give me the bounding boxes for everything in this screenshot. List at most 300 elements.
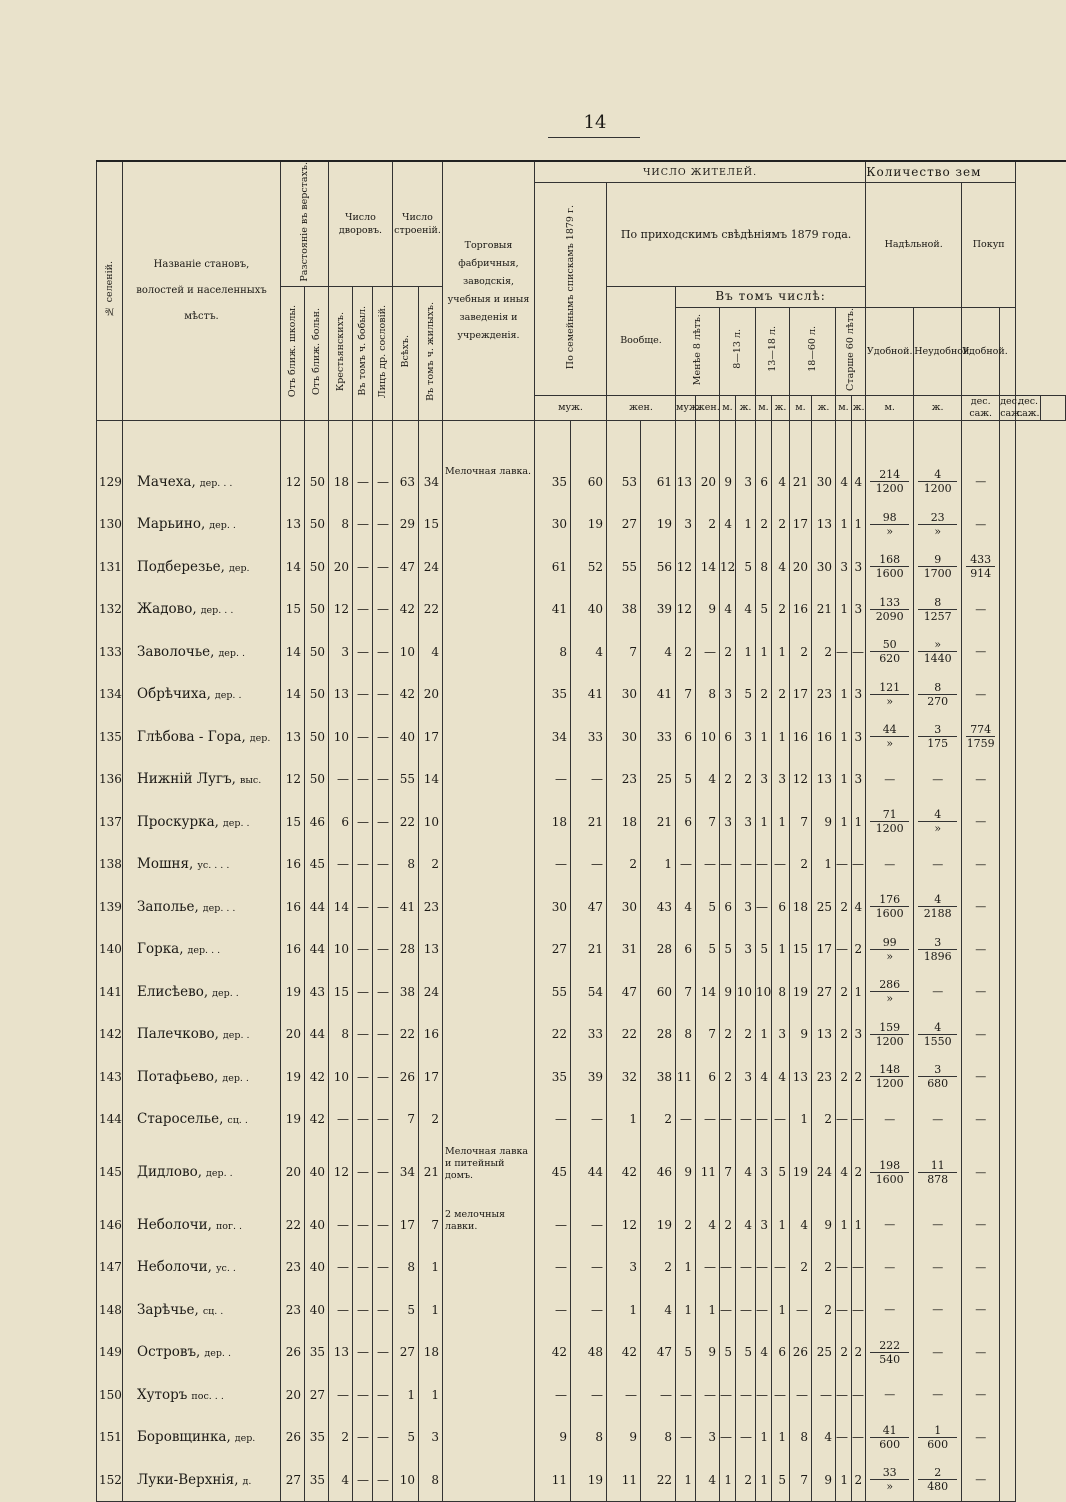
cell-a1m: 9 [676,1141,696,1204]
land-l2 [914,1246,962,1289]
settlement-name-text: Обрѣчиха, [137,686,211,703]
cell-a1m: 13 [676,461,696,504]
cell-extra [1000,503,1016,546]
cell-a2m: 5 [720,928,736,971]
header-name: Названіе становъ, волостей и населенныхъ мѣстъ. [123,161,281,420]
cell-a4f: 30 [812,461,836,504]
trade-establishments [443,1246,535,1289]
land-l2 [914,1416,962,1459]
land-sazhens: » [918,524,957,538]
table-row [97,928,1066,971]
settlement-name [123,546,281,589]
cell-extra [1000,1141,1016,1204]
cell-yo: — [373,503,393,546]
cell-a4m: — [790,1374,812,1417]
settlement-kind: дер. . [209,520,236,532]
trade-establishments [443,1013,535,1056]
cell-a4m: 2 [790,843,812,886]
cell-a4m: 4 [790,1204,812,1247]
cell-yo: — [373,546,393,589]
cell-ff: 40 [571,588,607,631]
cell-a1f: 8 [696,673,720,716]
land-l3 [962,758,1000,801]
cell-extra [1000,1098,1016,1141]
cell-pf: 28 [641,1013,676,1056]
cell-pm: 9 [607,1416,641,1459]
settlement-name [123,1056,281,1099]
cell-a2m: 1 [720,1459,736,1502]
settlement-name [123,1374,281,1417]
cell-a4f: 9 [812,1459,836,1502]
cell-br: 18 [419,1331,443,1374]
cell-ff: 33 [571,716,607,759]
cell-a4f: 4 [812,1416,836,1459]
cell-a2m: — [720,843,736,886]
header-age-8-13: 8—13 л. [720,307,756,395]
cell-a1m: 4 [676,886,696,929]
land-l1 [866,971,914,1014]
header-unit-m: м. [756,395,772,420]
header-unit-des-saz: дес. саж. [1000,395,1023,419]
cell-pf: 2 [641,1246,676,1289]
settlement-name-text: Проскурка, [137,813,219,830]
cell-a4m: 16 [790,716,812,759]
land-value: — [975,517,987,531]
cell-ff: 48 [571,1331,607,1374]
cell-a4f: 24 [812,1141,836,1204]
land-desyatinas: 2 [934,1466,942,1480]
cell-a1m: 1 [676,1289,696,1332]
cell-a2f: 2 [736,1459,756,1502]
cell-a2m: — [720,1374,736,1417]
land-l1 [866,1246,914,1289]
table-row [97,801,1066,844]
cell-a4f: 23 [812,673,836,716]
settlement-kind: дер. . [204,1348,231,1360]
cell-yp: 12 [329,1141,353,1204]
cell-a4m: 20 [790,546,812,589]
cell-dh: 40 [305,1141,329,1204]
land-l3 [962,1374,1000,1417]
header-yards-other: Лицъ др. сословій. [373,286,393,420]
cell-a4m: 26 [790,1331,812,1374]
land-desyatinas: 71 [882,808,897,822]
land-l2 [914,1098,962,1141]
land-sazhens: 1600 [870,566,909,580]
cell-br: 15 [419,503,443,546]
cell-br: 17 [419,1056,443,1099]
land-value: — [884,1112,896,1126]
settlement-name-text: Дидлово, [137,1164,203,1181]
settlement-number: 142 [97,1013,123,1056]
cell-yb: — [353,1056,373,1099]
cell-ds: 16 [281,928,305,971]
cell-pf: 1 [641,843,676,886]
cell-a2f: 3 [736,886,756,929]
land-value: — [975,1303,987,1317]
cell-a5m: 2 [836,1013,852,1056]
cell-a2f: 5 [736,673,756,716]
cell-a1f: 5 [696,886,720,929]
cell-a5f: 1 [852,503,866,546]
cell-a4f: 2 [812,631,836,674]
cell-pm: — [607,1374,641,1417]
cell-a2m: 2 [720,758,736,801]
land-value: — [932,1260,944,1274]
settlement-name-text: Мошня, [137,856,194,873]
settlement-number: 150 [97,1374,123,1417]
land-l1 [866,1056,914,1099]
land-value: — [884,772,896,786]
cell-a3f: 4 [772,546,790,589]
cell-pf: 38 [641,1056,676,1099]
table-row [97,1141,1066,1204]
cell-yp: — [329,1204,353,1247]
cell-yp: 8 [329,503,353,546]
cell-ds: 20 [281,1013,305,1056]
cell-yo: — [373,1013,393,1056]
cell-ff: 52 [571,546,607,589]
cell-a5f: 3 [852,673,866,716]
cell-a1m: 1 [676,1246,696,1289]
page-number-rule [548,137,640,138]
page-number: 14 [583,112,607,133]
trade-establishments: Мелочная лавка и питейный домъ. [443,1141,535,1204]
settlement-kind: выс. [239,775,262,787]
cell-a1m: 5 [676,758,696,801]
table-row [97,843,1066,886]
cell-yb: — [353,1416,373,1459]
cell-ds: 20 [281,1141,305,1204]
cell-ds: 15 [281,588,305,631]
cell-dh: 50 [305,716,329,759]
cell-yb: — [353,1331,373,1374]
settlement-kind: дер. . . [202,902,236,914]
cell-a1f: 9 [696,1331,720,1374]
settlement-name [123,1416,281,1459]
cell-a2f: 3 [736,928,756,971]
land-value: — [975,942,987,956]
cell-yb: — [353,546,373,589]
cell-a5f: — [852,1098,866,1141]
cell-a4f: 13 [812,503,836,546]
land-desyatinas: 4 [934,808,942,822]
cell-pm: 53 [607,461,641,504]
cell-a2f: 5 [736,1331,756,1374]
cell-dh: 46 [305,801,329,844]
cell-ff: 4 [571,631,607,674]
land-l1 [866,1141,914,1204]
land-sazhens: 1440 [918,651,957,665]
cell-a4f: 1 [812,843,836,886]
cell-a3f: 8 [772,971,790,1014]
cell-a5f: 4 [852,461,866,504]
cell-yo: — [373,1416,393,1459]
cell-a1f: 10 [696,716,720,759]
land-l2 [914,673,962,716]
land-desyatinas: 3 [934,1063,942,1077]
cell-a4m: 8 [790,1416,812,1459]
cell-ds: 16 [281,843,305,886]
header-unit-m: м. [866,395,914,420]
land-sazhens: 600 [870,1437,909,1451]
settlement-kind: ус. . . . [197,860,230,872]
land-l1 [866,673,914,716]
land-l2 [914,1331,962,1374]
cell-fm: — [535,1289,571,1332]
cell-fm: — [535,758,571,801]
trade-establishments [443,1374,535,1417]
header-unit-m: м. [720,395,736,420]
header-age-18-60: 18—60 л. [790,307,836,395]
land-sazhens: » [870,694,909,708]
cell-a3f: 2 [772,588,790,631]
cell-dh: 40 [305,1204,329,1247]
table-row [97,1056,1066,1099]
cell-pf: 25 [641,758,676,801]
land-desyatinas: » [934,638,942,652]
land-desyatinas: 433 [970,553,992,567]
cell-a4m: 19 [790,971,812,1014]
header-trade: Торговыя фабричныя, заводскія, учебныя и иныя заведенія и учрежденія. [443,161,535,420]
land-value: — [975,1218,987,1232]
settlement-name-text: Боровщинка, [137,1429,231,1446]
land-l1 [866,546,914,589]
cell-a3m: 3 [756,1141,772,1204]
cell-br: 24 [419,546,443,589]
land-desyatinas: 121 [879,680,901,694]
cell-extra [1000,758,1016,801]
settlement-name [123,1246,281,1289]
land-value: — [975,815,987,829]
land-desyatinas: 9 [934,553,942,567]
header-buildings: Число строеній. [393,161,443,286]
cell-a2m: 2 [720,1013,736,1056]
settlement-name-text: Мачеха, [137,473,196,490]
cell-a3f: 1 [772,1416,790,1459]
trade-establishments [443,1459,535,1502]
land-value: — [932,1388,944,1402]
header-in-general: Вообще. [607,286,676,395]
settlement-name-text: Нижній Лугъ, [137,771,236,788]
cell-yb: — [353,1013,373,1056]
cell-a2f: 3 [736,801,756,844]
cell-a2m: 6 [720,886,736,929]
cell-yb: — [353,886,373,929]
cell-a4f: 9 [812,1204,836,1247]
land-value: — [975,1070,987,1084]
settlement-name [123,503,281,546]
cell-pm: 1 [607,1098,641,1141]
cell-ba: 42 [393,588,419,631]
cell-yo: — [373,758,393,801]
settlement-kind: дер. . . [200,605,234,617]
cell-yp: — [329,1246,353,1289]
settlement-name-text: Неболочи, [137,1259,212,1276]
cell-a3m: — [756,1289,772,1332]
cell-a3f: 4 [772,1056,790,1099]
settlement-name [123,801,281,844]
cell-a5m: 1 [836,716,852,759]
settlement-kind: дер. [234,1433,256,1445]
table-row [97,1246,1066,1289]
settlement-name [123,588,281,631]
cell-yo: — [373,886,393,929]
header-unit-des-saz: дес. саж. [1016,395,1040,419]
land-value: — [975,1388,987,1402]
cell-ds: 13 [281,503,305,546]
cell-a2m: 4 [720,588,736,631]
land-sazhens: 1200 [870,1034,909,1048]
cell-yp: 10 [329,716,353,759]
cell-a5f: 3 [852,758,866,801]
cell-a4f: 21 [812,588,836,631]
land-l2 [914,1289,962,1332]
cell-a1f: — [696,1246,720,1289]
land-l1 [866,588,914,631]
cell-br: 1 [419,1289,443,1332]
land-l1 [866,1459,914,1502]
header-settlement-number: № селеній. [97,161,123,420]
cell-pf: — [641,1374,676,1417]
header-unit-m: муж. [676,395,696,420]
land-value: — [932,1303,944,1317]
land-sazhens: 1896 [918,949,957,963]
settlement-number: 136 [97,758,123,801]
cell-ff: 60 [571,461,607,504]
land-value: — [975,687,987,701]
cell-dh: 35 [305,1459,329,1502]
settlement-name [123,631,281,674]
land-l3 [962,461,1000,504]
land-sazhens: » [918,821,957,835]
land-l3 [962,1331,1000,1374]
land-value: — [975,1430,987,1444]
land-l3 [962,546,1000,589]
cell-br: 34 [419,461,443,504]
cell-a2f: — [736,1098,756,1141]
cell-yo: — [373,1246,393,1289]
land-l3 [962,1416,1000,1459]
cell-yo: — [373,461,393,504]
cell-yo: — [373,928,393,971]
cell-a1m: — [676,1416,696,1459]
cell-a2m: 2 [720,1056,736,1099]
cell-a3m: 3 [756,1204,772,1247]
land-desyatinas: 3 [934,723,942,737]
cell-a3f: 1 [772,928,790,971]
settlement-number: 139 [97,886,123,929]
settlement-kind: дер. . [222,1072,249,1084]
cell-a3f: 5 [772,1459,790,1502]
cell-ba: 8 [393,843,419,886]
cell-a3f: 6 [772,1331,790,1374]
cell-yp: — [329,1374,353,1417]
cell-a5m: 1 [836,673,852,716]
cell-yp: 8 [329,1013,353,1056]
land-value: — [884,1260,896,1274]
land-l1 [866,1331,914,1374]
land-sazhens: 1600 [870,906,909,920]
cell-ds: 23 [281,1289,305,1332]
settlement-name-text: Елисѣево, [137,983,209,1000]
header-distance: Разстояніе въ верстахъ. [281,161,329,286]
land-desyatinas: 50 [882,638,897,652]
land-sazhens: 878 [918,1172,957,1186]
cell-a2f: 4 [736,1204,756,1247]
cell-pm: 7 [607,631,641,674]
land-sazhens: 540 [870,1352,909,1366]
cell-a1m: 12 [676,588,696,631]
land-desyatinas: 23 [930,510,945,524]
table-row [97,1459,1066,1502]
cell-br: 7 [419,1204,443,1247]
land-sazhens: » [870,524,909,538]
cell-br: 10 [419,801,443,844]
cell-ds: 27 [281,1459,305,1502]
header-yards-peasant: Крестьянскихъ. [329,286,353,420]
land-sazhens: 1759 [966,737,995,751]
table-row [97,758,1066,801]
settlement-name [123,461,281,504]
land-l1 [866,1204,914,1247]
cell-yp: 4 [329,1459,353,1502]
cell-yp: — [329,1289,353,1332]
land-desyatinas: 222 [879,1338,901,1352]
land-l3 [962,928,1000,971]
cell-a3f: 1 [772,1289,790,1332]
cell-pf: 19 [641,503,676,546]
land-value: — [932,772,944,786]
cell-fm: 42 [535,1331,571,1374]
cell-a1f: 7 [696,801,720,844]
cell-a1f: 7 [696,1013,720,1056]
cell-ff: 19 [571,503,607,546]
cell-pm: 22 [607,1013,641,1056]
land-l3 [962,716,1000,759]
cell-ba: 41 [393,886,419,929]
cell-a1m: 5 [676,1331,696,1374]
cell-a5m: — [836,1416,852,1459]
cell-a4f: 25 [812,1331,836,1374]
land-l3 [962,673,1000,716]
land-l1 [866,1098,914,1141]
cell-a1f: 1 [696,1289,720,1332]
land-l3 [962,1056,1000,1099]
cell-a3f: 4 [772,461,790,504]
cell-a5m: 4 [836,461,852,504]
land-l1 [866,1374,914,1417]
cell-pm: 30 [607,673,641,716]
cell-a5f: 3 [852,588,866,631]
cell-a1m: 8 [676,1013,696,1056]
land-l3 [962,1289,1000,1332]
land-sazhens: » [870,736,909,750]
cell-a3f: 1 [772,716,790,759]
cell-a3m: — [756,1098,772,1141]
table-row [97,1013,1066,1056]
cell-ff: — [571,1246,607,1289]
land-value: — [975,900,987,914]
settlement-number: 151 [97,1416,123,1459]
cell-yp: 14 [329,886,353,929]
cell-fm: — [535,1204,571,1247]
land-l3 [962,631,1000,674]
settlement-name-text: Потафьево, [137,1068,219,1085]
land-l2 [914,928,962,971]
cell-a2f: 3 [736,716,756,759]
cell-pm: 42 [607,1331,641,1374]
